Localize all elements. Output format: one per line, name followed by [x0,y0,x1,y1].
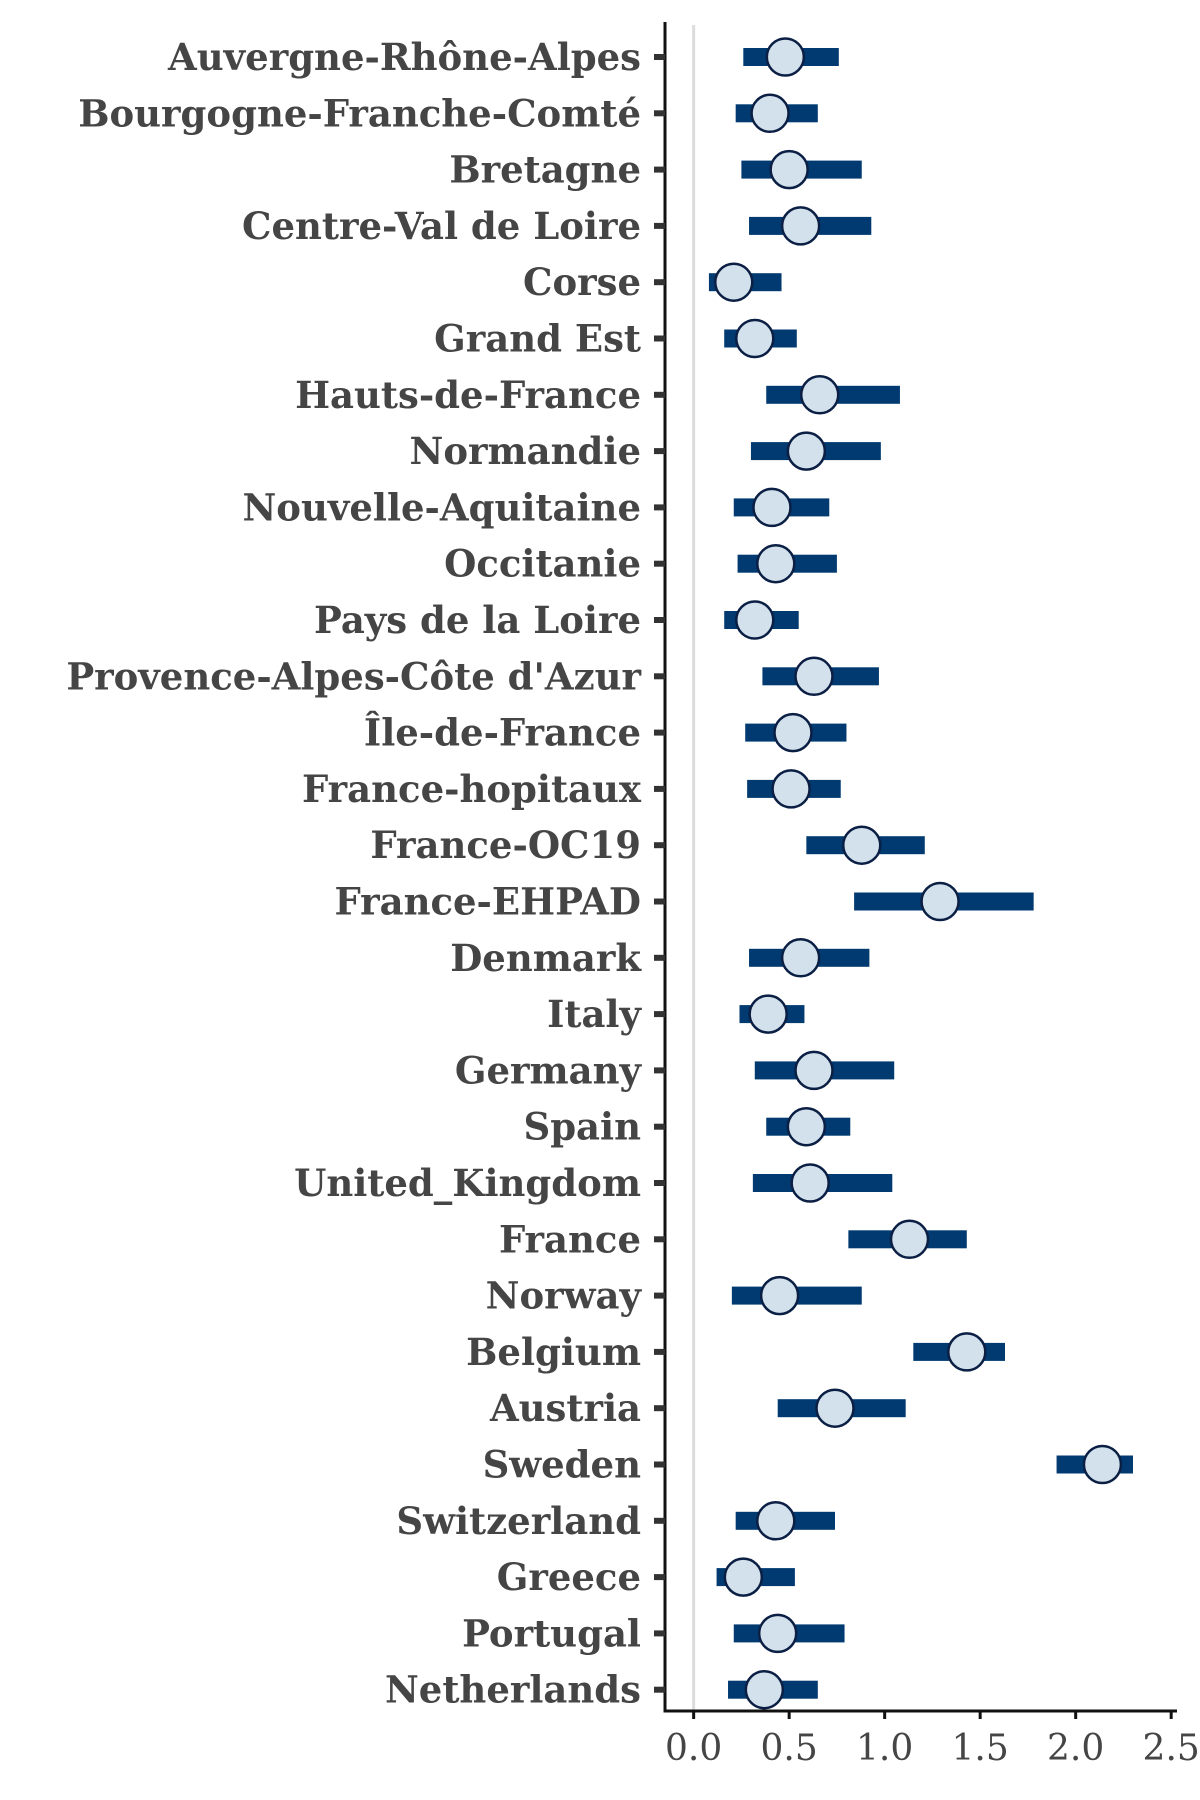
category-label: Occitanie [444,541,641,586]
point-estimate [782,207,819,244]
point-estimate [746,1671,783,1708]
point-estimate [761,1277,798,1314]
category-label: Italy [547,992,641,1037]
point-estimate [736,602,773,639]
category-label: Austria [489,1386,641,1431]
point-estimate [948,1333,985,1370]
category-label: United_Kingdom [294,1161,641,1205]
category-label: Hauts-de-France [295,372,641,417]
point-estimate [736,320,773,357]
point-estimate [788,1108,825,1145]
point-estimate [757,545,794,582]
point-estimate [795,658,832,695]
point-estimate [757,1502,794,1539]
point-estimate [750,996,787,1033]
category-label: Île-de-France [363,710,641,755]
x-tick-label: 2.5 [1142,1728,1200,1769]
category-label: Auvergne-Rhône-Alpes [168,35,641,79]
category-label: Nouvelle-Aquitaine [242,485,641,530]
point-estimate [752,95,789,132]
category-label: France [498,1217,641,1262]
category-label: Spain [523,1104,641,1149]
point-estimate [753,489,790,526]
point-estimate [922,883,959,920]
point-estimate [788,433,825,470]
category-label: Switzerland [396,1498,641,1543]
category-label: Provence-Alpes-Côte d'Azur [66,654,641,699]
point-estimate [715,264,752,301]
category-label: Grand Est [434,316,641,361]
x-tick-label: 1.5 [951,1728,1009,1769]
point-estimate [843,827,880,864]
category-label: Bretagne [449,147,641,192]
category-label: Denmark [450,935,641,980]
category-label: Sweden [482,1442,641,1487]
point-estimate [817,1390,854,1427]
point-estimate [891,1221,928,1258]
category-label: France-hopitaux [302,766,641,811]
x-tick-label: 2.0 [1047,1728,1105,1769]
x-tick-label: 0.0 [665,1728,723,1769]
category-label: Germany [454,1048,641,1093]
category-label: Centre-Val de Loire [242,203,641,248]
point-estimate [792,1165,829,1202]
point-estimate [759,1615,796,1652]
category-label: Norway [485,1273,641,1318]
point-estimate [795,1052,832,1089]
point-estimate [767,39,804,76]
marks-layer [709,39,1133,1709]
category-label: Pays de la Loire [313,598,641,642]
category-label: Belgium [466,1329,641,1374]
category-label: Corse [523,260,641,305]
category-label: France-EHPAD [334,879,641,924]
point-estimate [801,376,838,413]
x-tick-label: 0.5 [760,1728,818,1769]
point-estimate [725,1559,762,1596]
point-estimate [774,714,811,751]
category-label: Netherlands [384,1667,641,1712]
category-label: France-OC19 [370,823,641,868]
category-label: Normandie [409,429,641,474]
point-estimate [782,939,819,976]
category-label: Bourgogne-Franche-Comté [78,91,641,136]
point-estimate [771,151,808,188]
point-estimate [773,770,810,807]
category-label: Greece [496,1555,641,1600]
point-estimate [1084,1446,1121,1483]
x-tick-label: 1.0 [856,1728,914,1769]
category-label: Portugal [462,1611,641,1656]
